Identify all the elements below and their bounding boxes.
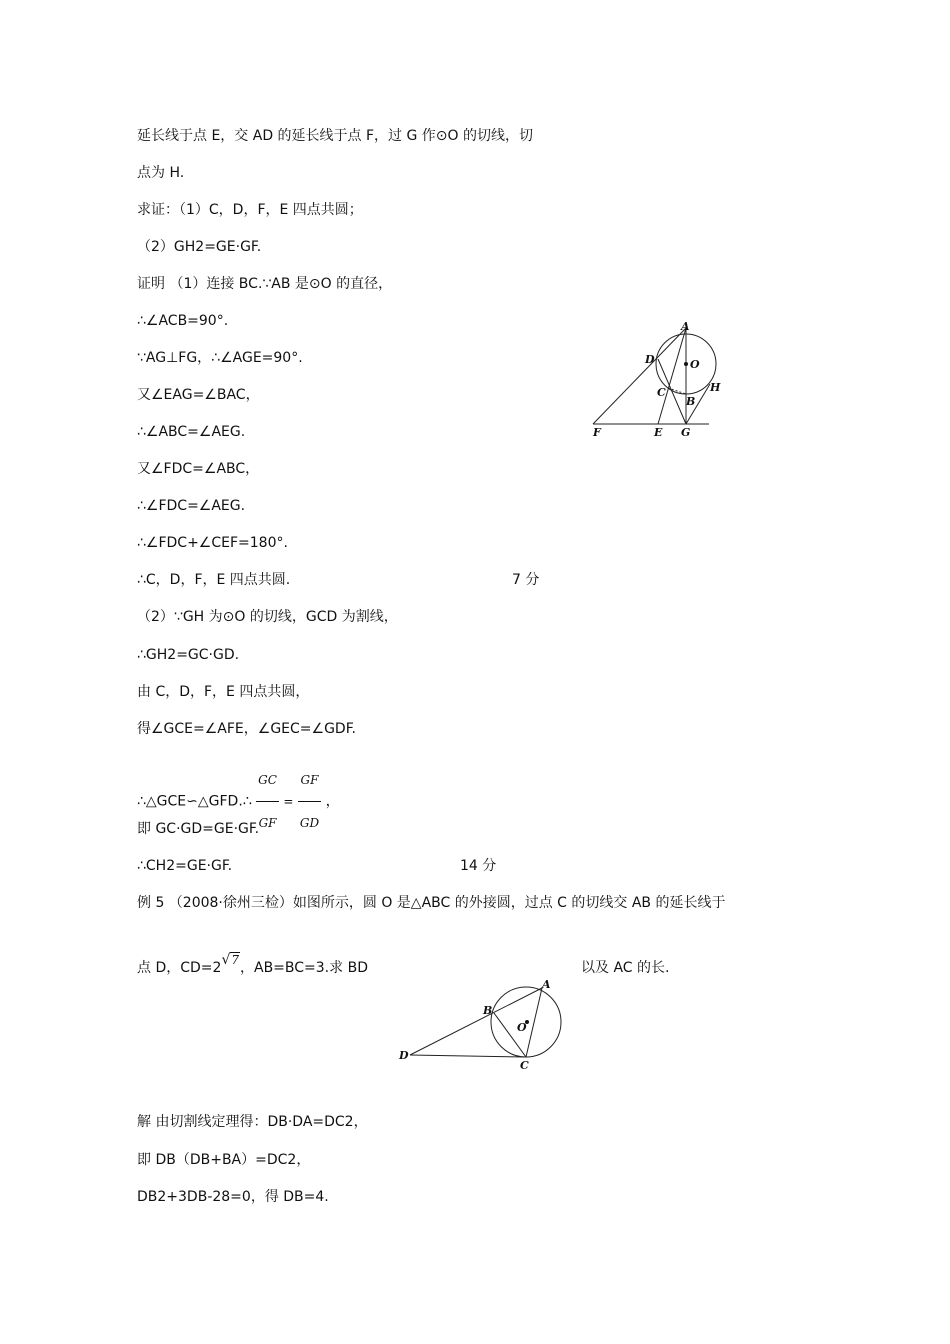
example-condition bbox=[137, 952, 368, 978]
text-line: ∴CH2=GE·GF. bbox=[137, 858, 233, 874]
text-line: （2）∵GH 为⊙O 的切线，GCD 为割线， bbox=[137, 609, 398, 625]
label-o: O bbox=[517, 1021, 527, 1034]
text-line: ∴GH2=GC·GD. bbox=[137, 647, 240, 663]
fraction-numerator: GF bbox=[298, 760, 321, 802]
label-d: D bbox=[645, 353, 655, 366]
label-e: E bbox=[654, 426, 663, 439]
fraction-gc-gf bbox=[256, 760, 279, 843]
fraction-denominator: GF bbox=[258, 816, 277, 830]
label-c: C bbox=[657, 386, 666, 399]
text-line: ∴∠ACB=90°. bbox=[137, 313, 229, 329]
text-line: （2）GH2=GE·GF. bbox=[137, 239, 262, 255]
condition-prefix: 点 D，CD=2 bbox=[137, 960, 222, 976]
text-line: 延长线于点 E，交 AD 的延长线于点 F，过 G 作⊙O 的切线，切 bbox=[137, 128, 534, 144]
solution-line: 解 由切割线定理得：DB·DA=DC2， bbox=[137, 1114, 368, 1130]
center-o-dot bbox=[684, 362, 688, 366]
fraction-numerator: GC bbox=[256, 760, 279, 802]
label-f: F bbox=[593, 426, 601, 439]
solution-line: DB2+3DB-28=0，得 DB=4. bbox=[137, 1189, 329, 1205]
equals-sign: = bbox=[283, 794, 294, 809]
label-g: G bbox=[681, 426, 691, 439]
fraction-denominator: GD bbox=[299, 816, 320, 830]
score-label: 14 分 bbox=[460, 858, 497, 874]
sqrt-icon: √ bbox=[221, 952, 231, 968]
text-line: 即 GC·GD=GE·GF. bbox=[137, 821, 260, 837]
line-bc bbox=[494, 1013, 526, 1057]
text-line: 又∠FDC=∠ABC， bbox=[137, 461, 260, 477]
label-o: O bbox=[690, 358, 700, 371]
fraction-gf-gd bbox=[298, 760, 321, 843]
text-line: 得∠GCE=∠AFE，∠GEC=∠GDF. bbox=[137, 721, 356, 737]
text-line: ∴∠ABC=∠AEG. bbox=[137, 424, 246, 440]
label-b: B bbox=[483, 1004, 493, 1017]
solution-line: 即 DB（DB+BA）=DC2， bbox=[137, 1152, 311, 1168]
text-line: ∴∠FDC+∠CEF=180°. bbox=[137, 535, 288, 551]
sqrt-expression bbox=[221, 950, 240, 970]
label-d: D bbox=[399, 1049, 409, 1062]
label-a: A bbox=[542, 978, 551, 991]
label-a: A bbox=[681, 320, 690, 333]
text-line: ∴C，D，F，E 四点共圆. bbox=[137, 572, 291, 588]
sqrt-radicand: 7 bbox=[231, 953, 239, 967]
geometry-figure-2 bbox=[396, 978, 568, 1074]
label-b: B bbox=[686, 395, 696, 408]
label-c: C bbox=[520, 1059, 529, 1072]
similar-suffix: ， bbox=[325, 793, 340, 810]
example-title: 例 5 （2008·徐州三检）如图所示，圆 O 是△ABC 的外接圆，过点 C 的切线交 AB 的延长线于 bbox=[137, 895, 726, 911]
condition-end: 以及 AC 的长. bbox=[581, 960, 670, 976]
label-h: H bbox=[710, 381, 721, 394]
text-line: ∵AG⊥FG，∴∠AGE=90°. bbox=[137, 350, 303, 366]
score-label: 7 分 bbox=[512, 572, 540, 588]
line-dc bbox=[410, 1055, 526, 1057]
text-line: 证明 （1）连接 BC.∵AB 是⊙O 的直径， bbox=[137, 276, 393, 292]
condition-mid: ，AB=BC=3.求 BD bbox=[240, 960, 368, 976]
text-line: 又∠EAG=∠BAC， bbox=[137, 387, 260, 403]
text-line: 由 C，D，F，E 四点共圆， bbox=[137, 684, 310, 700]
text-line: 点为 H. bbox=[137, 165, 185, 181]
text-line: ∴∠FDC=∠AEG. bbox=[137, 498, 246, 514]
geometry-figure-1 bbox=[586, 318, 721, 442]
similar-prefix: ∴△GCE∽△GFD.∴ bbox=[137, 793, 252, 810]
text-line: 求证：（1）C，D，F，E 四点共圆； bbox=[137, 202, 363, 218]
